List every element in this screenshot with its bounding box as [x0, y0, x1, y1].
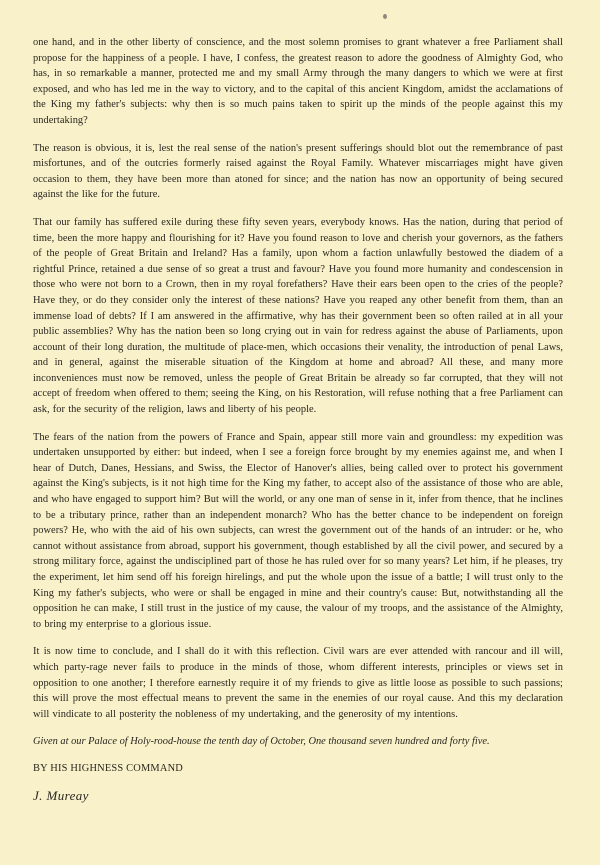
paragraph-3: That our family has suffered exile during these fifty seven years, everybody knows. Has the nation, during that period of time, been the more happy and flourishing for it? Have you found reason to love and cherish your governors, as the fathers of the people of Great Britain and Ireland? Has a family, upon whom a faction unlawfully bestowed the diadem of a rightful Prince, retained a due sense of so great a trust and favour? Have you found more humanity and condescension in those who were not born to a Crown, then in my royal forefathers? Have their ears been open to the cries of the people? Have they, or do they consider only the interest of these nations? Have you reaped any other benefit from them, than an immense load of debts? If I am answered in the affirmative, why has their government been so often railed at in all your public assemblies? Why has the nation been so long crying out in vain for redress against the abuse of Parliaments, upon account of their long duration, the multitude of place-men, which occasions their venality, the introduction of penal Laws, and in general, against the miserable situation of the Kingdom at home and abroad? All these, and many more inconveniences must now be removed, unless the people of Great Britain be already so far corrupted, that they will not accept of freedom when offered to them; seeing the King, on his Restoration, will refuse nothing that a free Parliament can ask, for the security of the religion, laws and liberty of his people. [33, 216, 563, 416]
given-at-line: Given at our Palace of Holy-rood-house the tenth day of October, One thousand seven hundred and forty five. [33, 736, 490, 748]
paragraph-1: one hand, and in the other liberty of conscience, and the most solemn promises to grant whatever a free Parliament shall propose for the happiness of a people. I have, I confess, the greatest reason to adore the goodness of Almighty God, who has, in so remarkable a manner, protected me and my small Army through the many dangers to which we were at first exposed, and who has led me in the way to victory, and to the capital of this ancient Kingdom, amidst the acclamations of the King my father's subjects: why then is so much pains taken to spirit up the minds of the people against this my undertaking? [33, 37, 563, 126]
paragraph-4: The fears of the nation from the powers of France and Spain, appear still more vain and groundless: my expedition was undertaken unsupported by either: but indeed, when I see a foreign force brought by my enemies against me, and when I hear of Dutch, Danes, Hessians, and Swiss, the Elector of Hanover's allies, being called over to protect his government against the King's subjects, is it not high time for the King my father, to accept also of the assistance of those who are able, and who have engaged to support him? But will the world, or any one man of sense in it, infer from thence, that he inclines to be a tributary prince, rather than an independent monarch? Who has the better chance to be independent on foreign powers? He, who with the aid of his own subjects, can wrest the government out of the hands of an intruder: or he, who cannot without assistance from abroad, support his government, though established by all the civil power, and secured by a strong military force, against the undisciplined part of those he has ruled over for so many years? Let him, if he pleases, try the experiment, let him send off his foreign hirelings, and put the whole upon the issue of a battle; I will trust only to the King my father's subjects, who were or shall be engaged in mine and their country's cause: But, notwithstanding all the opposition he can make, I still trust in the justice of my cause, the valour of my troops, and the assistance of the Almighty, to bring my enterprise to a glorious issue. [33, 431, 563, 630]
command-line: BY HIS HIGHNESS COMMAND [33, 763, 183, 775]
document-page [33, 35, 563, 804]
paragraph-2: The reason is obvious, it is, lest the real sense of the nation's present sufferings should blot out the remembrance of past misfortunes, and of the outcries formerly raised against the Royal Family. Whatever miscarriages might have given occasion to them, they have been more than atoned for since; and the nation has now an opportunity of being secured against the like for the future. [33, 142, 563, 201]
signature: J. Mureay [33, 788, 89, 804]
paper-speck [383, 14, 387, 19]
paragraph-5: It is now time to conclude, and I shall do it with this reflection. Civil wars are ever attended with rancour and ill will, which party-rage never fails to produce in the minds of those, whom different interests, principles or views set in opposition to one another; I therefore earnestly require it of my friends to give as little loose as possible to such passions; this will prove the most effectual means to prevent the same in the enemies of our royal cause. And this my declaration will vindicate to all posterity the nobleness of my undertaking, and the generosity of my intentions. [33, 646, 563, 720]
